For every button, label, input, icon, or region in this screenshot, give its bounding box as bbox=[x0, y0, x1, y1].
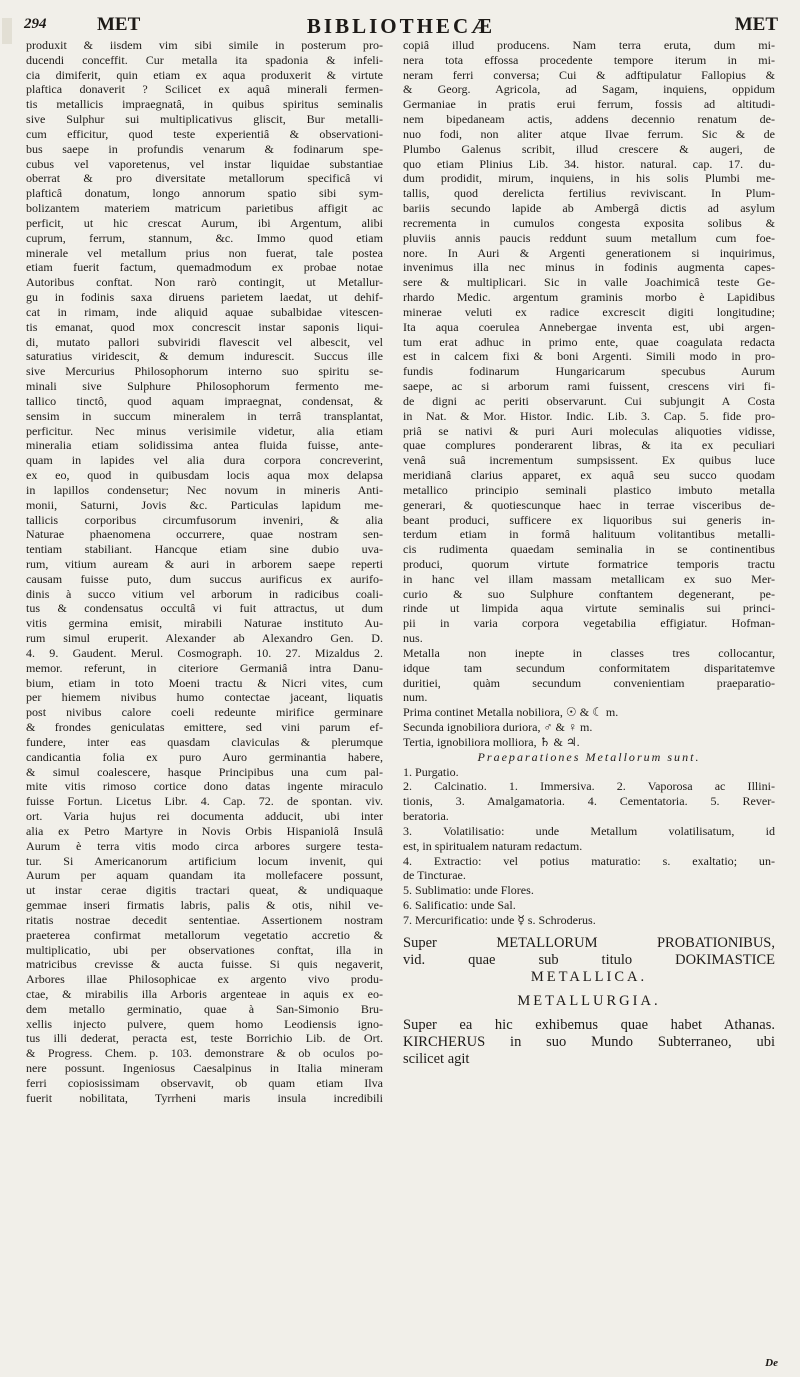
text-line: num. bbox=[403, 690, 428, 705]
text-line: cat in rimam, inde aliquid aquae subalbidae vitescen- bbox=[26, 304, 383, 319]
text-line: Aurum è terra vitis modo circa arbores surgere testa- bbox=[26, 838, 383, 853]
text-line: sive Sulphur sui multiplicativus gliscit, Bur metalli- bbox=[26, 112, 383, 127]
text-line: oberrat & pro diversitate metallorum specificâ vi bbox=[26, 171, 383, 186]
text-line: causam fuisse puto, dum succus aurificus ex aurifo- bbox=[26, 571, 383, 586]
header-right-word: MET bbox=[734, 14, 778, 35]
text-line: 2. Calcinatio. 1. Immersiva. 2. Vaporosa ac Illini- bbox=[403, 779, 775, 794]
text-line: matricibus crevisse & aucta fuisse. Si quis negaverit, bbox=[26, 957, 383, 972]
text-line: 3. Volatilisatio: unde Metallum volatilisatum, id bbox=[403, 823, 775, 838]
text-line: Germaniae in pratis erui ferrum, fossis ad altitudi- bbox=[403, 97, 775, 112]
text-line: bium, etiam in toto Moeni tractu & Nicri vites, cum bbox=[26, 675, 383, 690]
text-line: praeterea confirmat metallorum vegetatio accretio & bbox=[26, 927, 383, 942]
text-line: priâ se nativi & puri Auri moleculas aliquoties vidisse, bbox=[403, 423, 775, 438]
text-line: Naturae phaenomena occurrere, quae nostram sen- bbox=[26, 527, 383, 542]
text-line: Metalla non inepte in classes tres collocantur, bbox=[403, 645, 775, 660]
text-line: terdum etiam in formâ halituum volitantibus metalli- bbox=[403, 527, 775, 542]
text-line: KIRCHERUS in suo Mundo Subterraneo, ubi bbox=[403, 1033, 775, 1050]
text-line: & Progress. Chem. p. 103. demonstrare & ob oculos po- bbox=[26, 1046, 383, 1061]
catchword: De bbox=[765, 1357, 778, 1369]
text-line: tis metallicis impraegnatâ, in quibus spiritus seminalis bbox=[26, 97, 383, 112]
text-line: Ita aqua coerulea Annebergae inventa est, ubi argen- bbox=[403, 319, 775, 334]
text-line: Tertia, ignobiliora molliora, ♄ & ♃. bbox=[403, 734, 580, 749]
text-line: de digni ac periti observarunt. Cui subjungit A Costa bbox=[403, 393, 775, 408]
text-line: bus saepe in profundis venarum & fodinarum spe- bbox=[26, 141, 383, 156]
text-line: cubus vel vaporetenus, vel instar liquidae substantiae bbox=[26, 156, 383, 171]
text-line: cuprum, ferrum, stannum, &c. Immo quod etiam bbox=[26, 230, 383, 245]
text-line: tus illi dederat, peracta est, teste Borrichio Lib. de Ort. bbox=[26, 1031, 383, 1046]
text-line: fundere, inter eas quasdam claviculas & plerumque bbox=[26, 734, 383, 749]
text-line: candicantia folia ex puro Auro germinantia habere, bbox=[26, 749, 383, 764]
text-line: fundis fodinarum Hungaricarum specubus Aurum bbox=[403, 364, 775, 379]
left-text-column bbox=[26, 38, 383, 1106]
running-header bbox=[24, 14, 778, 36]
text-line: sere & multiplicari. Sic in valle Joachimicâ teste Ge- bbox=[403, 275, 775, 290]
text-line: cis rudimenta quaedam seminalia in se continentibus bbox=[403, 542, 775, 557]
text-line: gu in fodinis saxa diruens parietem laedat, ut dehif- bbox=[26, 290, 383, 305]
text-line: nem bipedaneam actis, addens decennio renatum de- bbox=[403, 112, 775, 127]
text-line: est, in spiritualem naturam redactum. bbox=[403, 838, 583, 853]
text-line: nere possunt. Ingeniosus Caesalpinus in Italia mineram bbox=[26, 1061, 383, 1076]
text-line: rinde ut limpida aqua virtute seminalis sui princi- bbox=[403, 601, 775, 616]
text-line: & frondes geniculatas emittere, sed vini parum ef- bbox=[26, 720, 383, 735]
text-line: produci, quorum virtute formatrice temporis tractu bbox=[403, 556, 775, 571]
text-line: mite vitis rimoso cortice dono datas ingente miraculo bbox=[26, 779, 383, 794]
text-line: minerale vel metallum prius non fuerat, tale postea bbox=[26, 245, 383, 260]
text-line: bariis secundo lapide ab Ambergâ dictis ad asylum bbox=[403, 201, 775, 216]
text-line: plafticâ donatum, longo annorum spatio sibi sym- bbox=[26, 186, 383, 201]
text-line: tallico tinctô, quod aquam impraegnat, condensat, & bbox=[26, 393, 383, 408]
text-line: rum, vitium auream & auri in arborem saepe reperti bbox=[26, 556, 383, 571]
text-line: bolizantem materiem matricum parietibus affigit ac bbox=[26, 201, 383, 216]
text-line: copiâ illud producens. Nam terra eruta, dum mi- bbox=[403, 38, 775, 52]
text-line: in lapillos condensetur; Nec novum in mineris Anti- bbox=[26, 482, 383, 497]
text-line: 6. Salificatio: unde Sal. bbox=[403, 898, 516, 913]
text-line: minerae veluti ex radice excrescit digiti longitudine; bbox=[403, 304, 775, 319]
text-line: METALLICA. bbox=[530, 968, 648, 985]
text-line: recrementa in cumulos congesta exposita solibus & bbox=[403, 215, 775, 230]
text-line: Aurum per aquam quandam ita mollefacere possunt, bbox=[26, 868, 383, 883]
text-line: neram ferri conversa; Cui & adftipulatur Fallopius & bbox=[403, 67, 775, 82]
text-line: ducendi conceffit. Cur metalla ita spadonia & infeli- bbox=[26, 52, 383, 67]
text-line: minali sive Sulphure Philosophorum fermento me- bbox=[26, 379, 383, 394]
text-line: tis emanat, quod mox concrescit instar saponis liqui- bbox=[26, 319, 383, 334]
text-line: idque tam secundum conformitatem disparitatemve bbox=[403, 660, 775, 675]
text-line: cum efficitur, quod teste experientiâ & observationi- bbox=[26, 126, 383, 141]
text-line: Prima continet Metalla nobiliora, ☉ & ☾ m. bbox=[403, 705, 619, 720]
text-line: dinis à succo vitium vel arborum in radicibus coali- bbox=[26, 586, 383, 601]
text-line: ctae, & mirabilis illa Arboris argenteae in aquis ex eo- bbox=[26, 987, 383, 1001]
text-line: per hiemem nivibus humo contectae jaceant, liquatis bbox=[26, 690, 383, 705]
text-line: sive Mercurius Philosophorum interno suo spiritu se- bbox=[26, 364, 383, 379]
section-heading: Praeparationes Metallorum sunt. bbox=[477, 749, 701, 764]
text-line: tus & condensatus occultâ vi fuit attractus, ut dum bbox=[26, 601, 383, 616]
text-line: sensim in succum mineralem in terrâ transplantat, bbox=[26, 408, 383, 423]
text-line: quae complures ponderarent libras, & ita ex peculiari bbox=[403, 438, 775, 453]
text-line: rhardo Medic. argentum graminis morbo è Lapidibus bbox=[403, 290, 775, 305]
page-edge-stain bbox=[2, 18, 12, 44]
text-line: duritiei, quàm secundum convenientiam praeparatio- bbox=[403, 675, 775, 690]
text-line: pii in varia corpora vegetabilia effigiatur. Hofman- bbox=[403, 616, 775, 631]
text-line: mineralia etiam solidissima antea fluida fuisse, ante- bbox=[26, 438, 383, 453]
text-line: quam in lapides vel alia dura corpora concreverint, bbox=[26, 453, 383, 468]
text-line: 5. Sublimatio: unde Flores. bbox=[403, 883, 534, 898]
text-line: multiplicatio, ubi per observationes conftat, illa in bbox=[26, 942, 383, 957]
text-line: fuerit nobilitata, Tyrrheni maris insula incredibili bbox=[26, 1090, 383, 1105]
page-number: 294 bbox=[24, 16, 47, 32]
text-line: Super METALLORUM PROBATIONIBUS, bbox=[403, 934, 775, 951]
text-line: tallis, quod derelicta fertilius reviviscant. In Plum- bbox=[403, 186, 775, 201]
text-line: curio & suo Sulphure conftantem degenerant, pe- bbox=[403, 586, 775, 601]
text-line bbox=[403, 1010, 775, 1017]
text-line: quo etiam Plinius Lib. 34. histor. natural. cap. 17. du- bbox=[403, 156, 775, 171]
text-line: gemmae inseri firmatis labris, palis & otis, nihil ve- bbox=[26, 898, 383, 913]
text-line: dem metallo germinatio, quae à San-Simonio Bru- bbox=[26, 1001, 383, 1016]
text-line: scilicet agit bbox=[403, 1050, 470, 1067]
text-line: ex eo, quod in quibusdam locis aqua mox delapsa bbox=[26, 468, 383, 483]
text-line: generari, & quotiescunque haec in terrae visceribus de- bbox=[403, 497, 775, 512]
text-line: perficit, ut hic crescat Aurum, ibi Argentum, alibi bbox=[26, 215, 383, 230]
text-line: tur. Si Americanorum artificium locum invenit, qui bbox=[26, 853, 383, 868]
text-line: rum simul eruperit. Alexander ab Alexandro Gen. D. bbox=[26, 631, 383, 646]
text-line: pluviis annis paucis reddunt suum metallum cum foe- bbox=[403, 230, 775, 245]
text-line: metallico principio seminali plastico imbuto metalla bbox=[403, 482, 775, 497]
text-line: tionis, 3. Amalgamatoria. 4. Cementatoria. 5. Rever- bbox=[403, 794, 775, 809]
text-line: Secunda ignobiliora duriora, ♂ & ♀ m. bbox=[403, 720, 593, 735]
text-line bbox=[403, 986, 775, 993]
text-line: beant produci, sufficere ex liquoribus sui generis in- bbox=[403, 512, 775, 527]
text-line: beratoria. bbox=[403, 809, 449, 824]
text-line: nus. bbox=[403, 631, 423, 646]
text-line: nore. In Auri & Argenti generationem si inquirimus, bbox=[403, 245, 775, 260]
text-line bbox=[403, 928, 775, 935]
text-line: saepe, ac si arborum rami fuissent, crescens viri fi- bbox=[403, 379, 775, 394]
text-line: METALLURGIA. bbox=[517, 992, 661, 1009]
text-line: xellis injecto pulvere, quem homo Leodiensis igno- bbox=[26, 1016, 383, 1031]
text-line: ferri copiosissimam observavit, ob quam etiam Ilva bbox=[26, 1075, 383, 1090]
text-line: memor. referunt, in citeriore Germaniâ intra Danu- bbox=[26, 660, 383, 675]
text-line: vitis germina emisit, mirabili Naturae instituto Au- bbox=[26, 616, 383, 631]
text-line: 7. Mercurificatio: unde ☿ s. Schroderus. bbox=[403, 912, 596, 927]
text-line: nera tota effossa procedente tempore iterum in mi- bbox=[403, 52, 775, 67]
text-line: vid. quae sub titulo DOKIMASTICE bbox=[403, 951, 775, 968]
header-title: BIBLIOTHECÆ bbox=[306, 14, 496, 38]
text-line: dum prodidit, mirum, inquiens, in his solis Plumbi me- bbox=[403, 171, 775, 186]
text-line: produxit & iisdem vim sibi simile in posterum pro- bbox=[26, 38, 383, 52]
text-line: est in calcem fixi & boni Argenti. Simili modo in pro- bbox=[403, 349, 775, 364]
text-line: saturatius viridescit, & demum indurescit. Succus ille bbox=[26, 349, 383, 364]
text-line: alia ex Petro Martyre in Novis Orbis Hispaniolâ Insulâ bbox=[26, 823, 383, 838]
text-line: nuo fodi, non aliter atque Ilvae ferrum. Sic & de bbox=[403, 126, 775, 141]
text-line: Super ea hic exhibemus quae habet Athanas. bbox=[403, 1016, 775, 1033]
text-line: etiam fuerit factum, quemadmodum ex probae notae bbox=[26, 260, 383, 275]
text-line: Autoribus conftat. Non rarò contingit, ut Metallur- bbox=[26, 275, 383, 290]
header-left-word: MET bbox=[97, 14, 141, 35]
text-line: cia dimiferit, quin etiam ex aqua produxerit & virtute bbox=[26, 67, 383, 82]
text-line: in Nat. & Mor. Histor. Indic. Lib. 3. Cap. 5. fide pro- bbox=[403, 408, 775, 423]
text-line: meridianâ clarius apparet, ex aquâ seu succo quodam bbox=[403, 468, 775, 483]
text-line: in hanc vel illam massam metallicam ex suo Mer- bbox=[403, 571, 775, 586]
text-line: tallicis corporibus circumfusorum inveniri, & alia bbox=[26, 512, 383, 527]
text-line: 4. 9. Gaudent. Merul. Cosmograph. 10. 27. Mizaldus 2. bbox=[26, 645, 383, 660]
text-line: 1. Purgatio. bbox=[403, 764, 459, 779]
text-line: & Georg. Agricola, ad Sagam, inquiens, oppidum bbox=[403, 82, 775, 97]
text-line: ritatis nostrae decedit sententiae. Assertionem nostram bbox=[26, 912, 383, 927]
text-line: monii, Saturni, Jovis &c. Particulas lapidum me- bbox=[26, 497, 383, 512]
text-line: perficitur. Nec minus verisimile videtur, alia etiam bbox=[26, 423, 383, 438]
right-text-column bbox=[403, 38, 775, 1068]
text-line: & simul coalescere, hasque Principibus una cum pal- bbox=[26, 764, 383, 779]
text-line: Plumbo Galenus scribit, illud crescere & augeri, de bbox=[403, 141, 775, 156]
text-line: 4. Extractio: vel potius maturatio: s. exaltatio; un- bbox=[403, 853, 775, 868]
text-line: de Tincturae. bbox=[403, 868, 466, 883]
text-line: fuisse Fortun. Licetus Libr. 4. Cap. 72. de spontan. viv. bbox=[26, 794, 383, 809]
text-line: tentiam stabiliant. Hancque etiam sine dubio uva- bbox=[26, 542, 383, 557]
text-line: venâ suâ incrementum sumpsissent. Ex quibus luce bbox=[403, 453, 775, 468]
text-line: Arbores illae Philosophicae ex argento vivo produ- bbox=[26, 972, 383, 987]
text-line: tum erat adhuc in primo ente, quae coagulata redacta bbox=[403, 334, 775, 349]
text-line: post nivibus calore coeli redeunte mirifice germinare bbox=[26, 705, 383, 720]
text-line: di, mutato pallori subviridi flavescit vel albescit, vel bbox=[26, 334, 383, 349]
text-line: ut instar cerae digitis tractari queat, & undiquaque bbox=[26, 883, 383, 898]
text-line: invenimus illa nec minus in fodinis augmenta capes- bbox=[403, 260, 775, 275]
text-line: ort. Varia hujus rei documenta adducit, ubi inter bbox=[26, 809, 383, 824]
text-line: plaftica donaverit ? Scilicet ex aquâ minerali fermen- bbox=[26, 82, 383, 97]
